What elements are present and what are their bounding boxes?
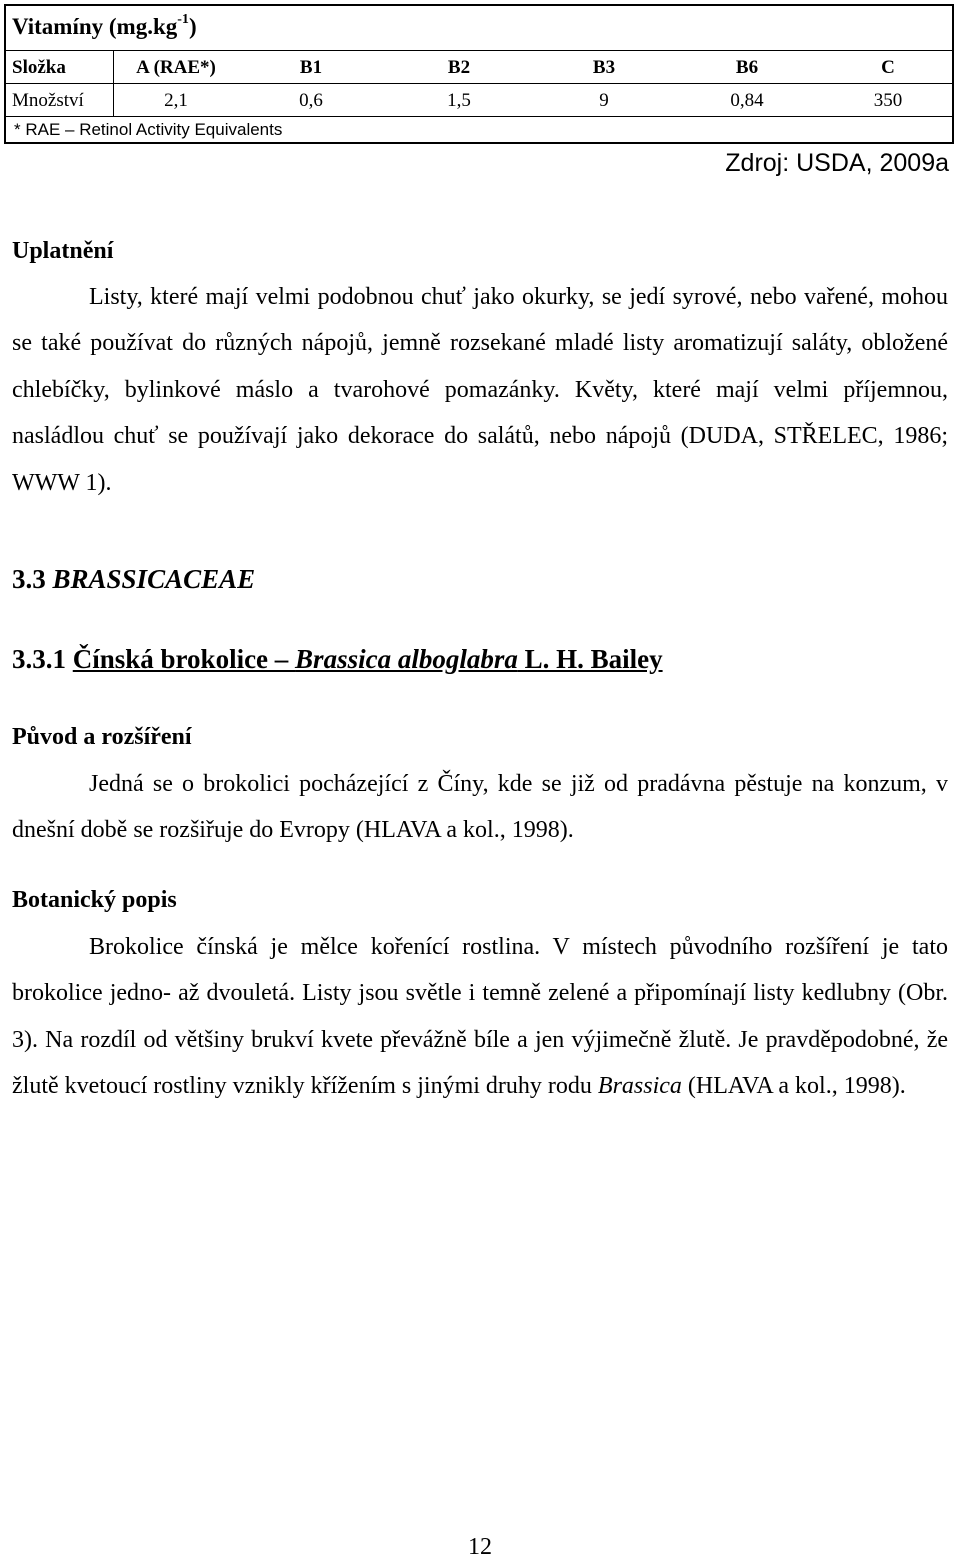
header-label: Složka — [6, 51, 114, 84]
table-note-row — [6, 116, 952, 145]
table-header-row — [6, 50, 952, 84]
vitamin-table — [4, 4, 954, 144]
page-number: 12 — [468, 1534, 492, 1560]
puvod-heading: Původ a rozšíření — [12, 724, 192, 750]
subsection-heading — [12, 644, 663, 675]
row-label: Množství — [6, 84, 114, 117]
column-header: B1 — [299, 56, 323, 78]
table-note: * RAE – Retinol Activity Equivalents — [14, 120, 283, 139]
table-cell: 1,5 — [447, 89, 471, 111]
table-cell: 0,6 — [299, 89, 323, 111]
table-cell: 350 — [873, 89, 903, 111]
table-row — [6, 83, 952, 117]
section-number: 3.3 — [12, 564, 46, 594]
table-cell: 0,84 — [730, 89, 764, 111]
column-header: B3 — [592, 56, 616, 78]
botanicky-paragraph: Brokolice čínská je mělce kořenící rostlina. V místech původního rozšíření je tato brokolice jedno- až dvouletá. Listy jsou světle i temně zelené a připomínají listy kedlubny (Obr. 3). Na rozdíl od většiny brukví kvete převážně bíle a jen výjimečně žlutě. Je pravděpodobné, že žlutě kvetoucí rostliny vznikly křížením s jinými druhy rodu Brassica (HLAVA a kol., 1998). — [12, 934, 948, 1100]
botanicky-heading: Botanický popis — [12, 887, 177, 913]
uplatneni-heading: Uplatnění — [12, 238, 114, 264]
table-title: Vitamíny $(mg.kg^{-1})$ — [12, 12, 197, 39]
table-title-row — [6, 6, 952, 50]
column-header: A (RAE*) — [136, 56, 216, 78]
source-citation: Zdroj: USDA, 2009a — [725, 149, 949, 177]
subsection-number: 3.3.1 — [12, 644, 66, 674]
table-cell: 9 — [599, 89, 609, 111]
section-heading — [12, 564, 255, 595]
column-header: B6 — [735, 56, 759, 78]
column-header: B2 — [447, 56, 471, 78]
table-cell: 2,1 — [164, 89, 188, 111]
puvod-paragraph: Jedná se o brokolici pocházející z Číny, kde se již od pradávna pěstuje na konzum, v dnešní době se rozšiřuje do Evropy (HLAVA a kol., 1998). — [12, 771, 948, 844]
subsection-title: Čínská brokolice – Brassica alboglabra L. H. Bailey — [72, 644, 663, 674]
column-header: C — [881, 56, 895, 78]
uplatneni-paragraph: Listy, které mají velmi podobnou chuť jako okurky, se jedí syrové, nebo vařené, mohou se také používat do různých nápojů, jemně rozsekané mladé listy aromatizují saláty, obložené chlebíčky, bylinkové máslo a tvarohové pomazánky. Květy, které mají velmi příjemnou, nasládlou chuť se používají jako dekorace do salátů, nebo nápojů (DUDA, STŘELEC, 1986; WWW 1). — [12, 284, 948, 496]
section-title: BRASSICACEAE — [52, 564, 256, 594]
